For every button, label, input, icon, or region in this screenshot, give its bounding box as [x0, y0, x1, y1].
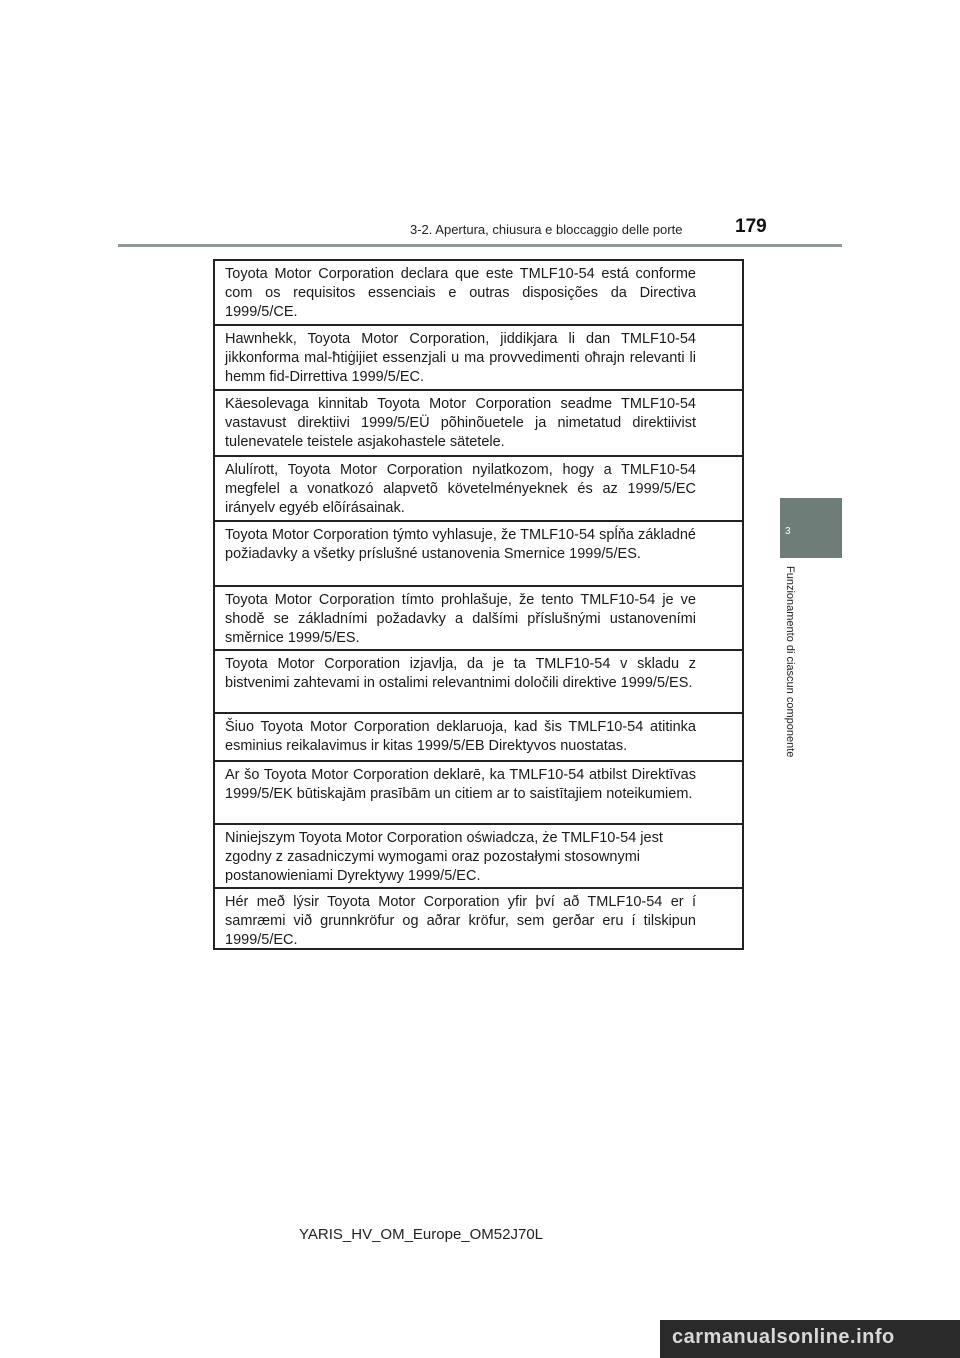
declaration-hungarian: Alulírott, Toyota Motor Corporation nyilatkozom, hogy a TMLF10-54 megfelel a vonatkozó alapvetõ követelményeknek és az 1999/5/EC irányelv egyéb elõírásainak. — [215, 457, 742, 522]
page-number: 179 — [735, 216, 767, 237]
declaration-polish: Niniejszym Toyota Motor Corporation oświadcza, że TMLF10-54 jest zgodny z zasadniczymi wymogami oraz pozostałymi stosownymi postanowieniami Dyrektywy 1999/5/EC. — [215, 825, 742, 889]
watermark-logo — [660, 1320, 960, 1358]
declarations-table — [213, 259, 744, 950]
watermark-text: carmanualsonline.info — [672, 1326, 895, 1348]
declaration-slovenian: Toyota Motor Corporation izjavlja, da je ta TMLF10-54 v skladu z bistvenimi zahtevami in ostalimi relevantnimi določili direktive 1999/5/ES. — [215, 651, 742, 714]
declaration-lithuanian: Šiuo Toyota Motor Corporation deklaruoja, kad šis TMLF10-54 atitinka esminius reikalavimus ir kitas 1999/5/EB Direktyvos nuostatas. — [215, 714, 742, 762]
document-code: YARIS_HV_OM_Europe_OM52J70L — [299, 1226, 544, 1243]
chapter-side-label — [780, 562, 810, 802]
declaration-estonian: Käesolevaga kinnitab Toyota Motor Corporation seadme TMLF10-54 vastavust direktiivi 1999/5/EÜ põhinõuetele ja nimetatud direktiivist tulenevatele teistele asjakohastele sätetele. — [215, 391, 742, 457]
chapter-number: 3 — [785, 526, 791, 537]
declaration-slovak: Toyota Motor Corporation týmto vyhlasuje, že TMLF10-54 spĺňa základné požiadavky a všetky príslušné ustanovenia Smernice 1999/5/ES. — [215, 522, 742, 587]
declaration-latvian: Ar šo Toyota Motor Corporation deklarē, ka TMLF10-54 atbilst Direktīvas 1999/5/EK būtiskajām prasībām un citiem ar to saistītajiem noteikumiem. — [215, 762, 742, 825]
chapter-tab — [780, 498, 842, 558]
running-header-section: 3-2. Apertura, chiusura e bloccaggio delle porte — [410, 222, 683, 237]
declaration-icelandic: Hér með lýsir Toyota Motor Corporation yfir því að TMLF10-54 er í samræmi við grunnkröfur og aðrar kröfur, sem gerðar eru í tilskipun 1999/5/EC. — [215, 889, 742, 950]
chapter-title: Funzionamento di ciascun componente — [784, 566, 796, 758]
declaration-portuguese: Toyota Motor Corporation declara que este TMLF10-54 está conforme com os requisitos essenciais e outras disposições da Directiva 1999/5/CE. — [215, 261, 742, 326]
declaration-maltese: Hawnhekk, Toyota Motor Corporation, jiddikjara li dan TMLF10-54 jikkonforma mal-ħtiġijiet essenzjali u ma provvedimenti oħrajn relevanti li hemm fid-Dirrettiva 1999/5/EC. — [215, 326, 742, 391]
header-divider — [118, 244, 842, 247]
declaration-czech: Toyota Motor Corporation tímto prohlašuje, že tento TMLF10-54 je ve shodě se základními požadavky a dalšími příslušnými ustanoveními směrnice 1999/5/ES. — [215, 587, 742, 651]
